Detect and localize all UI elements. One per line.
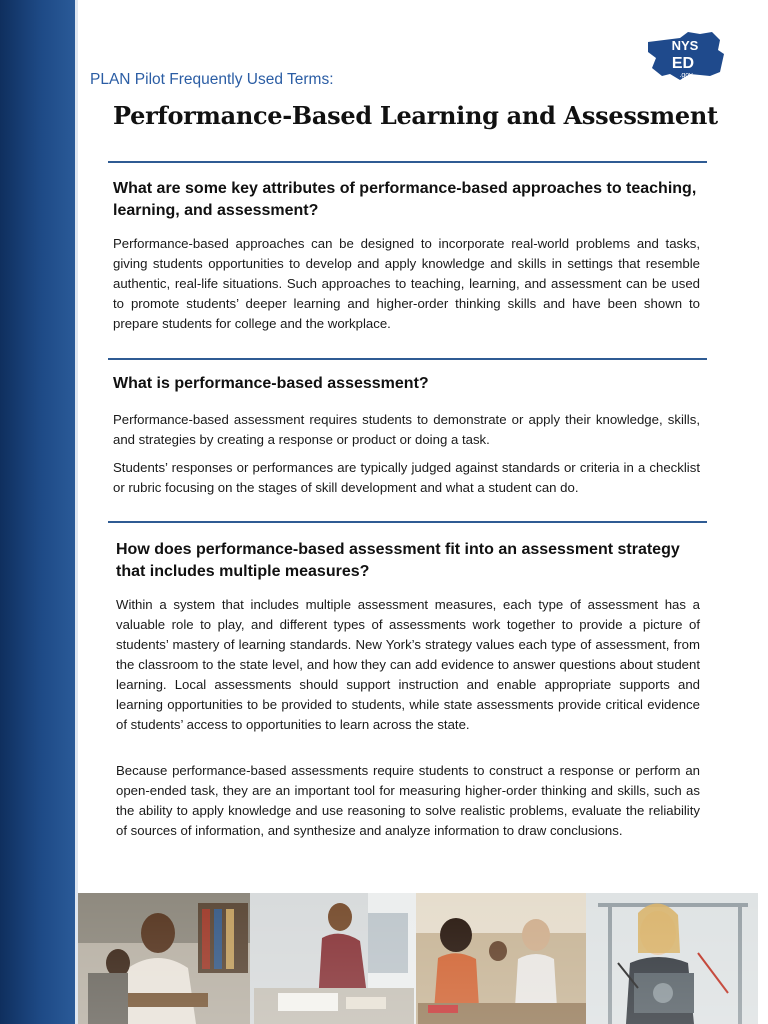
logo-line3: .gov (679, 72, 693, 79)
section-paragraph: Because performance-based assessments require students to construct a response or perform an open-ended task, they are an important tool for measuring higher-order thinking and skills, such as the ability to apply knowledge and use reasoning to solve realistic problems, evaluate the reliability of sources of information, and synthesize and analyze information to draw conclusions. (116, 763, 700, 838)
nysed-logo-icon (640, 28, 730, 88)
section-heading: How does performance-based assessment fit into an assessment strategy that includes multiple measures? (116, 541, 680, 580)
section-heading: What are some key attributes of performance-based approaches to teaching, learning, and assessment? (113, 180, 697, 219)
section-paragraph: Performance-based approaches can be designed to incorporate real-world problems and tasks, giving students opportunities to develop and apply knowledge and skills in settings that resemble authentic, real-life situations. Such approaches to teaching, learning, and assessment can be used to promote students’ deeper learning and higher-order thinking skills and have been shown to prepare students for college and the workplace. (113, 236, 700, 331)
document-subtitle: PLAN Pilot Frequently Used Terms: (90, 71, 334, 88)
sidebar-edge (75, 0, 78, 1024)
page-title: Performance-Based Learning and Assessment (113, 101, 718, 130)
section-divider (108, 161, 707, 163)
section-divider (108, 358, 707, 360)
section-heading: What is performance-based assessment? (113, 375, 429, 392)
logo-line1: NYS (671, 38, 699, 53)
section-divider (108, 521, 707, 523)
logo-line2: ED (671, 55, 695, 72)
sidebar-band (0, 0, 75, 1024)
section-paragraph: Within a system that includes multiple assessment measures, each type of assessment has a valuable role to play, and different types of assessments work together to provide a picture of students’ mastery of learning standards. New York’s strategy values each type of assessment, from the classroom to the state level, and how they can add evidence to answer questions about student learning. Local assessments should support instruction and enable appropriate supports and learning opportunities to be provided to students, while state assessments provide critical evidence of students’ access to opportunities to learn across the state. (116, 597, 700, 732)
section-paragraph: Performance-based assessment requires students to demonstrate or apply their knowledge, skills, and strategies by creating a response or product or doing a task. (113, 412, 700, 447)
section-paragraph: Students’ responses or performances are typically judged against standards or criteria in a checklist or rubric focusing on the stages of skill development and what a student can do. (113, 460, 700, 495)
photo-strip (78, 893, 758, 1024)
